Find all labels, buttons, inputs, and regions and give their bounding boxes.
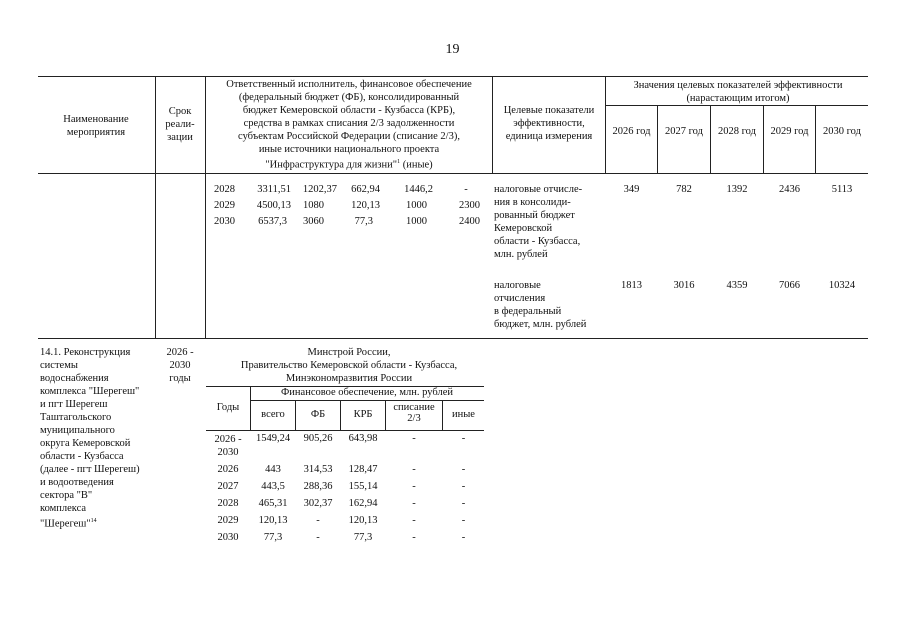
col-divider [763, 105, 764, 173]
page-number: 19 [445, 42, 460, 57]
executor-line: Минэкономразвития России [285, 373, 413, 384]
measure-name-line: округа Кемеровской [40, 438, 131, 449]
indicator-value: 3016 [673, 280, 695, 291]
table-top-border [38, 76, 868, 77]
period-line: годы [169, 373, 191, 384]
finance-krb: 77,3 [354, 216, 373, 227]
period-line: 2030 [169, 360, 191, 371]
header-year: 2027 год [665, 126, 703, 137]
measure-name-last [40, 515, 155, 531]
row-year: 2028 [217, 498, 239, 509]
finance-krb: 120,13 [351, 200, 380, 211]
row-writeoff: - [412, 433, 416, 444]
row-fb: 314,53 [303, 464, 333, 475]
indicator-line: ния в консолиди- [494, 197, 571, 208]
executor-line: иные источники национального проекта [258, 144, 440, 155]
header-period-text: Срок реали-зации [165, 106, 195, 143]
row-writeoff: - [412, 481, 416, 492]
indicator-label [494, 183, 604, 261]
measure-name-line: "Шерегеш" [40, 518, 91, 530]
header-year: 2030 год [823, 126, 861, 137]
header-bottom-border [38, 173, 868, 174]
row-year: 2029 [217, 515, 239, 526]
row-krb: 128,47 [348, 464, 378, 475]
indicator-value: 349 [623, 184, 640, 195]
row-other: - [461, 464, 466, 475]
inner-table-border [250, 400, 484, 401]
indicator-value: 5113 [831, 184, 853, 195]
row-year: 2026 [217, 464, 239, 475]
col-divider [815, 105, 816, 173]
measure-name-line: области - Кузбасса [40, 451, 124, 462]
footnote-mark: 1 [397, 159, 401, 165]
measure-name-line: водоснабжения [40, 373, 109, 384]
indicator-value: 1813 [621, 280, 642, 291]
row-other: - [461, 515, 466, 526]
executor-line: бюджет Кемеровской области - Кузбасса (КРБ), [242, 105, 456, 116]
block-separator [38, 338, 868, 339]
finance-fb: 3060 [303, 216, 324, 227]
finance-other: 2400 [459, 216, 480, 227]
indicator-line: отчисления [494, 293, 546, 304]
row-krb: 120,13 [348, 515, 378, 526]
row-total: 443,5 [261, 481, 285, 492]
row-total: 1549,24 [255, 433, 291, 444]
indicator-value: 1392 [726, 184, 748, 195]
executor-line: средства в рамках списания 2/3 задолженности [243, 118, 455, 129]
finance-year: 2028 [214, 184, 235, 195]
measure-executor [206, 346, 492, 385]
row-fb: 302,37 [303, 498, 333, 509]
col-other: иные [452, 409, 475, 420]
indicator-label [494, 279, 604, 331]
row-total: 443 [265, 464, 281, 475]
header-year: 2029 год [770, 126, 809, 137]
row-writeoff: - [412, 464, 416, 475]
header-executor [206, 78, 492, 172]
col-krb: КРБ [353, 409, 373, 420]
col-divider [710, 105, 711, 173]
executor-line: "Инфраструктура для жизни" [265, 159, 398, 171]
row-krb: 643,98 [348, 433, 378, 444]
executor-line: субъектам Российской Федерации (списание 2/3), [238, 131, 460, 142]
executor-line-last [206, 156, 492, 172]
row-total: 465,31 [258, 498, 288, 509]
indicator-line: области - Кузбасса, [494, 236, 581, 247]
finance-writeoff: 1000 [406, 216, 427, 227]
col-total: всего [261, 409, 285, 420]
row-other: - [461, 481, 466, 492]
header-name: Наименование мероприятия [63, 114, 129, 138]
indicator-value: 782 [676, 184, 692, 195]
measure-period [155, 346, 205, 385]
executor-line: (иные) [402, 159, 433, 171]
finance-other: - [464, 184, 468, 195]
col-divider [492, 76, 493, 173]
measure-name [40, 346, 155, 531]
finance-year: 2029 [214, 200, 235, 211]
values-subheader-border [605, 105, 868, 106]
finance-total: 4500,13 [256, 200, 291, 211]
measure-name-line: и пгт Шерегеш [40, 399, 108, 410]
finance-writeoff: 1446,2 [404, 184, 433, 195]
col-divider [657, 105, 658, 173]
row-krb: 77,3 [353, 532, 373, 543]
measure-name-line: муниципального [40, 425, 115, 436]
footnote-mark: 14 [90, 518, 97, 524]
measure-name-line: и водоотведения [40, 477, 114, 488]
executor-line: Минстрой России, [307, 347, 391, 358]
finance-fb: 1202,37 [302, 184, 337, 195]
finance-total: 3311,51 [257, 184, 291, 195]
finance-total: 6537,3 [258, 216, 287, 227]
measure-name-line: комплекса [40, 503, 87, 514]
indicator-value: 4359 [726, 280, 748, 291]
indicator-line: налоговые отчисле- [494, 184, 583, 195]
row-writeoff: - [412, 515, 416, 526]
row-total: 77,3 [263, 532, 283, 543]
finance-caption: Финансовое обеспечение, млн. рублей [281, 387, 453, 398]
row-fb: - [316, 532, 320, 543]
row-other: - [461, 532, 466, 543]
measure-name-line: Таштагольского [40, 412, 112, 423]
executor-line: Ответственный исполнитель, финансовое обеспечение [226, 79, 472, 90]
finance-year: 2030 [214, 216, 235, 227]
row-other: - [461, 433, 466, 444]
finance-other: 2300 [459, 200, 480, 211]
indicator-line: налоговые [494, 280, 541, 291]
row-fb: 905,26 [303, 433, 333, 444]
indicator-line: в федеральный [494, 306, 562, 317]
measure-name-line: (далее - пгт Шерегеш) [40, 464, 140, 475]
inner-table-border [206, 430, 484, 431]
header-period [156, 105, 204, 144]
executor-line: (федеральный бюджет (ФБ), консолидированный [238, 92, 460, 103]
header-values: Значения целевых показателей эффективности (нарастающим итогом) [633, 80, 843, 104]
header-year: 2028 год [718, 126, 756, 137]
indicator-line: млн. рублей [494, 249, 548, 260]
header-targets: Целевые показатели эффективности, единица измерения [503, 105, 595, 142]
col-divider [205, 173, 206, 338]
finance-writeoff: 1000 [406, 200, 427, 211]
measure-name-line: комплекса "Шерегеш" [40, 386, 140, 397]
finance-fb: 1080 [303, 200, 324, 211]
row-year: 2026 - 2030 [214, 434, 242, 458]
row-year: 2027 [217, 481, 239, 492]
indicator-line: рованный бюджет [494, 210, 575, 221]
row-fb: 288,36 [303, 481, 333, 492]
row-krb: 162,94 [348, 498, 378, 509]
row-other: - [461, 498, 466, 509]
col-fb: ФБ [310, 409, 326, 420]
header-year: 2026 год [612, 126, 651, 137]
row-krb: 155,14 [348, 481, 378, 492]
row-writeoff: - [412, 498, 416, 509]
executor-line: Правительство Кемеровской области - Кузбасса, [240, 360, 458, 371]
row-writeoff: - [412, 532, 416, 543]
indicator-line: Кемеровской [494, 223, 553, 234]
row-year: 2030 [217, 532, 239, 543]
indicator-line: бюджет, млн. рублей [494, 319, 587, 330]
col-writeoff: списание 2/3 [393, 402, 435, 424]
finance-krb: 662,94 [351, 184, 380, 195]
row-fb: - [316, 515, 320, 526]
col-divider [155, 173, 156, 338]
measure-name-line: 14.1. Реконструкция [40, 347, 131, 358]
indicator-value: 10324 [828, 280, 856, 291]
period-line: 2026 - [166, 347, 194, 358]
indicator-value: 2436 [779, 184, 800, 195]
measure-name-line: сектора "В" [40, 490, 93, 501]
row-total: 120,13 [258, 515, 288, 526]
col-years: Годы [216, 402, 240, 413]
measure-name-line: системы [40, 360, 78, 371]
indicator-value: 7066 [779, 280, 800, 291]
